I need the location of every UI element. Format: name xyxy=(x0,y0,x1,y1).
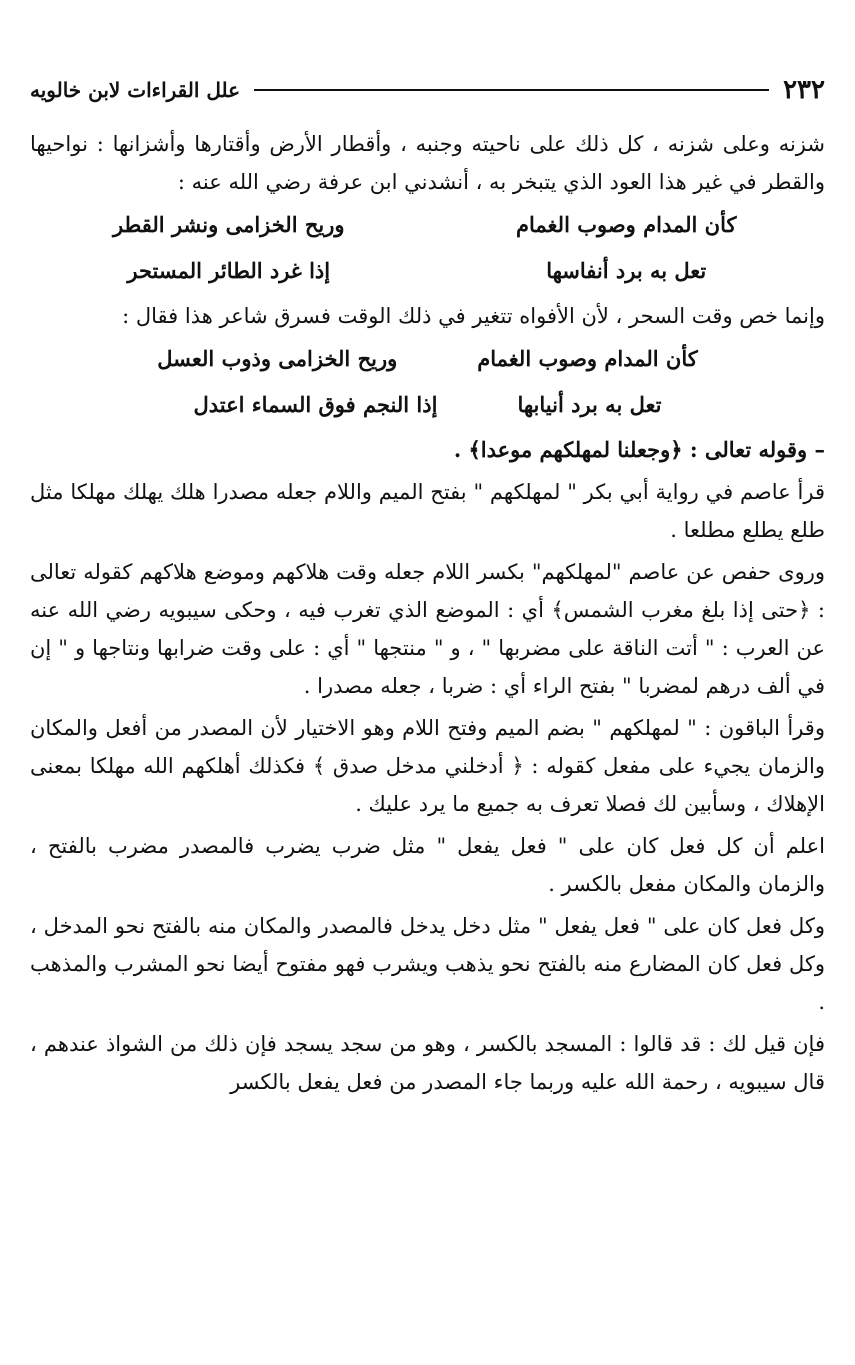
running-header xyxy=(30,70,825,110)
verse-first-hemistich: كأن المدام وصوب الغمام xyxy=(516,212,737,237)
paragraph: اعلم أن كل فعل كان على " فعل يفعل " مثل ضرب يضرب فالمصدر مضرب بالفتح ، والزمان والمكان مفعل بالكسر . xyxy=(30,834,825,896)
verse-second-hemistich: إذا النجم فوق السماء اعتدل xyxy=(193,392,438,417)
paragraph: قرأ عاصم في رواية أبي بكر " لمهلكهم " بفتح الميم واللام جعله مصدرا هلك يهلك مهلكا مثل طلع يطلع مطلعا . xyxy=(30,480,825,542)
paragraph: فإن قيل لك : قد قالوا : المسجد بالكسر ، وهو من سجد يسجد فإن ذلك من الشواذ عندهم ، قال سيبويه ، رحمة الله عليه وربما جاء المصدر من فعل يفعل بالكسر xyxy=(30,1032,825,1094)
verse-second-hemistich: وريح الخزامى ونشر القطر xyxy=(112,212,345,237)
poem-verse xyxy=(30,205,825,245)
page-body xyxy=(30,125,825,1105)
header-rule xyxy=(254,89,769,91)
poem-verse xyxy=(30,339,825,379)
verse-first-hemistich: تعل به برد أنفاسها xyxy=(546,258,707,283)
quran-verse-heading: – وقوله تعالى : ﴿وجعلنا لمهلكهم موعدا﴾ . xyxy=(453,437,825,462)
verse-first-hemistich: تعل به برد أنيابها xyxy=(517,392,662,417)
verse-first-hemistich: كأن المدام وصوب الغمام xyxy=(477,346,698,371)
paragraph: وكل فعل كان على " فعل يفعل " مثل دخل يدخل فالمصدر والمكان منه بالفتح نحو المدخل ، وكل فعل كان المضارع منه بالفتح نحو يذهب ويشرب فهو مفتوح أيضا نحو المشرب والمذهب . xyxy=(30,914,825,1014)
page-number: ٢٣٢ xyxy=(783,75,825,105)
book-title: علل القراءات لابن خالويه xyxy=(30,78,241,102)
poem-verse xyxy=(30,251,825,291)
paragraph: وقرأ الباقون : " لمهلكهم " بضم الميم وفتح اللام وهو الاختيار لأن المصدر من أفعل والمكان والزمان يجيء على مفعل كقوله : ﴿ أدخلني مدخل صدق ﴾ فكذلك أهلكهم الله مهلكا بمعنى الإهلاك ، وسأبين لك فصلا تعرف به جميع ما يرد عليك . xyxy=(30,716,825,816)
verse-second-hemistich: وريح الخزامى وذوب العسل xyxy=(157,346,398,371)
paragraph: وروى حفص عن عاصم "لمهلكهم" بكسر اللام جعله وقت هلاكهم وموضع هلاكهم كقوله تعالى : ﴿حتى إذا بلغ مغرب الشمس﴾ أي : الموضع الذي تغرب فيه ، وحكى سيبويه رضي الله عنه عن العرب : " أتت الناقة على مضربها " ، و " منتجها " أي : على وقت ضرابها ونتاجها و " إن في ألف درهم لمضربا " بفتح الراء أي : ضربا ، جعله مصدرا . xyxy=(30,560,826,698)
verse-second-hemistich: إذا غرد الطائر المستحر xyxy=(127,258,331,283)
paragraph: شزنه وعلى شزنه ، كل ذلك على ناحيته وجنبه ، وأقطار الأرض وأقتارها وأشزانها : نواحيها والقطر في غير هذا العود الذي يتبخر به ، أنشدني ابن عرفة رضي الله عنه : xyxy=(30,132,825,194)
paragraph: وإنما خص وقت السحر ، لأن الأفواه تتغير في ذلك الوقت فسرق شاعر هذا فقال : xyxy=(122,304,825,328)
poem-verse xyxy=(30,385,825,425)
